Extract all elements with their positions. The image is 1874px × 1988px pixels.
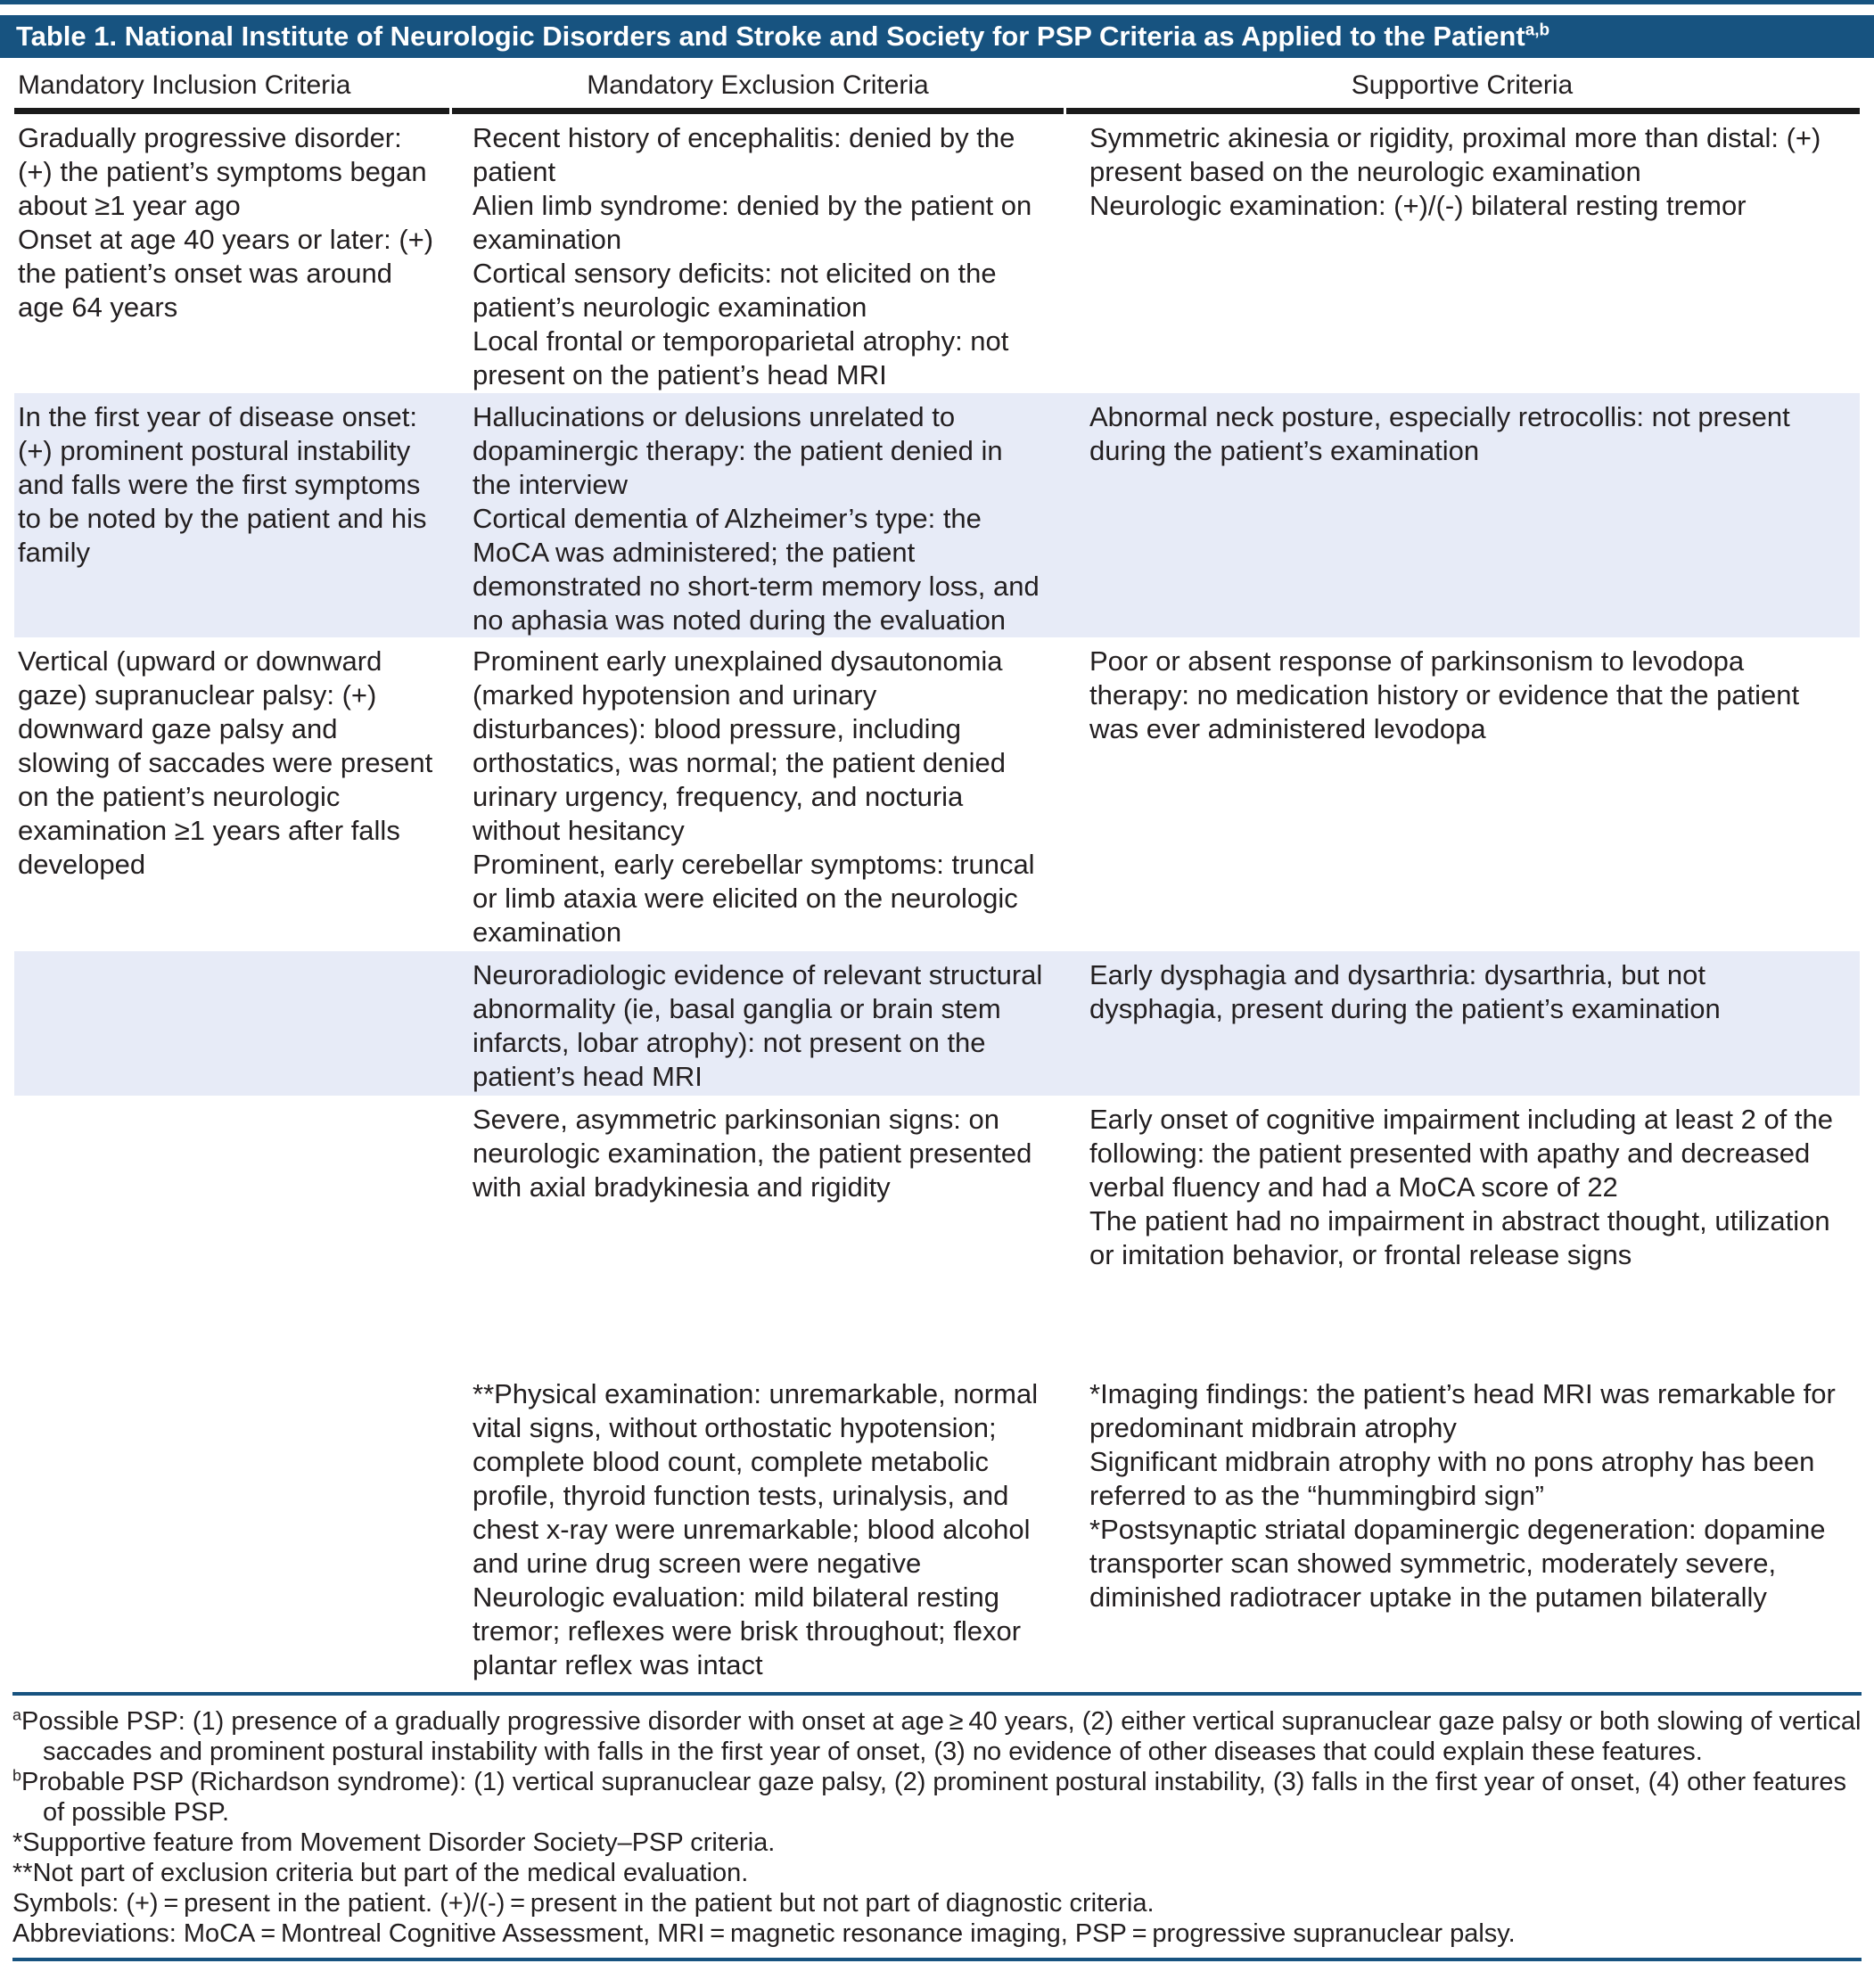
exclusion-cell [451,958,1064,1096]
supportive-cell [1064,121,1860,393]
criterion-text: Vertical (upward or downward gaze) supranuclear palsy: (+) downward gaze palsy and slowing of saccades were present on the patient’s neurologic examination ≥1 years after falls developed [18,645,433,880]
criterion-text: Significant midbrain atrophy with no pons atrophy has been referred to as the “hummingbird sign” [1089,1446,1815,1511]
criterion-text: Hallucinations or delusions unrelated to dopaminergic therapy: the patient denied in the interview [473,401,1003,500]
table-row [14,637,1860,951]
header-divider-segment [1066,108,1860,114]
table-title-superscript: a,b [1525,21,1550,40]
bottom-margin [0,1961,1874,1988]
inclusion-cell [14,958,451,1096]
criterion-text: Neuroradiologic evidence of relevant structural abnormality (ie, basal ganglia or brain stem infarcts, lobar atrophy): not present on the patient’s head MRI [473,959,1043,1092]
criterion-text: Cortical dementia of Alzheimer’s type: the MoCA was administered; the patient demonstrated no short-term memory loss, and no aphasia was noted during the evaluation [473,503,1040,636]
header-divider-segment [14,108,449,114]
criterion-text: Neurologic evaluation: mild bilateral resting tremor; reflexes were brisk throughout; flexor plantar reflex was intact [473,1581,1022,1680]
exclusion-cell [451,1103,1064,1370]
table-row [14,114,1860,393]
criterion-text: The patient had no impairment in abstract thought, utilization or imitation behavior, or frontal release signs [1089,1205,1830,1270]
exclusion-cell [451,400,1064,637]
column-header-inclusion: Mandatory Inclusion Criteria [18,70,351,100]
exclusion-cell [451,645,1064,951]
inclusion-cell [14,645,451,951]
table-row [14,393,1860,637]
criterion-text: Symmetric akinesia or rigidity, proximal more than distal: (+) present based on the neurologic examination [1089,122,1821,187]
criterion-text: **Physical examination: unremarkable, normal vital signs, without orthostatic hypotension; complete blood count, complete metabolic profile, thyroid function tests, urinalysis, and chest x-ray were unremarkable; blood alcohol and urine drug screen were negative [473,1378,1039,1579]
criterion-text: Alien limb syndrome: denied by the patient on examination [473,190,1032,255]
criterion-text: Prominent early unexplained dysautonomia (marked hypotension and urinary disturbances): blood pressure, including orthostatics, was normal; the patient denied urinary urgency, frequency, and nocturia without hesitancy [473,645,1006,846]
table [14,58,1860,1687]
criterion-text: Poor or absent response of parkinsonism to levodopa therapy: no medication history or evidence that the patient was ever administered levodopa [1089,645,1800,744]
exclusion-cell [451,121,1064,393]
supportive-cell [1064,1103,1860,1370]
inclusion-cell [14,1103,451,1370]
footnote: Abbreviations: MoCA = Montreal Cognitive Assessment, MRI = magnetic resonance imaging, PSP = progressive supranuclear palsy. [12,1919,1516,1948]
criterion-text: Recent history of encephalitis: denied by the patient [473,122,1015,187]
inclusion-cell [14,121,451,393]
criterion-text: Cortical sensory deficits: not elicited on the patient’s neurologic examination [473,258,997,323]
criterion-text: Onset at age 40 years or later: (+) the patient’s onset was around age 64 years [18,224,434,323]
table-row [14,951,1860,1096]
header-divider-segment [452,108,1064,114]
top-rule [0,0,1874,4]
table-row [14,1370,1860,1687]
criterion-text: In the first year of disease onset: (+) prominent postural instability and falls were the first symptoms to be noted by the patient and his family [18,401,427,568]
criterion-text: Gradually progressive disorder: (+) the patient’s symptoms began about ≥1 year ago [18,122,427,221]
footnote-section [12,1692,1862,1961]
criterion-text: Prominent, early cerebellar symptoms: truncal or limb ataxia were elicited on the neurologic examination [473,849,1035,948]
supportive-cell [1064,958,1860,1096]
header-divider-rule [14,108,1860,114]
footnote-marker: b [12,1766,21,1785]
footnote: $^a$Possible PSP: (1) presence of a gradually progressive disorder with onset at age ≥ 40 years, (2) either vertical supranuclear gaze palsy or both slowing of vertical saccades and prominent postural instability with falls in the first year of onset, (3) no evidence of other diseases that could explain these features. [12,1705,1862,1766]
footnotes [12,1696,1862,1958]
inclusion-cell [14,400,451,637]
table-title-bar [0,15,1874,58]
footnote: **Not part of exclusion criteria but part of the medical evaluation. [12,1859,749,1887]
column-header-row [14,58,1860,108]
criterion-text: *Postsynaptic striatal dopaminergic degeneration: dopamine transporter scan showed symmetric, moderately severe, diminished radiotracer uptake in the putamen bilaterally [1089,1514,1826,1613]
column-header-supportive: Supportive Criteria [1351,70,1574,100]
footnote: *Supportive feature from Movement Disorder Society–PSP criteria. [12,1828,776,1857]
inclusion-cell [14,1377,451,1687]
criterion-text: Early onset of cognitive impairment including at least 2 of the following: the patient presented with apathy and decreased verbal fluency and had a MoCA score of 22 [1089,1104,1834,1203]
supportive-cell [1064,645,1860,951]
exclusion-cell [451,1377,1064,1687]
column-header-exclusion: Mandatory Exclusion Criteria [587,70,929,100]
criterion-text: Abnormal neck posture, especially retrocollis: not present during the patient’s examination [1089,401,1790,466]
footnote-marker: a [12,1705,21,1724]
footnote: $^b$Probable PSP (Richardson syndrome): (1) vertical supranuclear gaze palsy, (2) prominent postural instability, (3) falls in the first year of onset, (4) other features of possible PSP. [12,1766,1847,1827]
criterion-text: Local frontal or temporoparietal atrophy: not present on the patient’s head MRI [473,325,1009,390]
supportive-cell [1064,1377,1860,1687]
criterion-text: *Imaging findings: the patient’s head MRI was remarkable for predominant midbrain atrophy [1089,1378,1836,1443]
criterion-text: Severe, asymmetric parkinsonian signs: on neurologic examination, the patient presented with axial bradykinesia and rigidity [473,1104,1032,1203]
footnote: Symbols: (+) = present in the patient. (+)/(-) = present in the patient but not part of diagnostic criteria. [12,1889,1155,1918]
criterion-text: Neurologic examination: (+)/(-) bilateral resting tremor [1089,190,1747,221]
table-row [14,1096,1860,1370]
table-title: Table 1. National Institute of Neurologic Disorders and Stroke and Society for PSP Criteria as Applied to the Patient [16,21,1525,52]
table-body [14,114,1860,1687]
criterion-text: Early dysphagia and dysarthria: dysarthria, but not dysphagia, present during the patient’s examination [1089,959,1721,1024]
supportive-cell [1064,400,1860,637]
